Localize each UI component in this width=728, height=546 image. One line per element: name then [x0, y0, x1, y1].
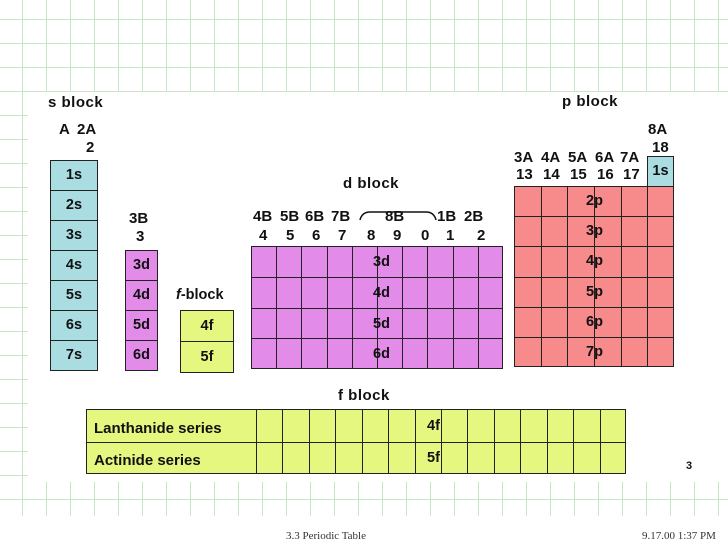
- group-8a-label: 8A: [648, 121, 668, 138]
- orbital-cell-3b-3d: 3d: [125, 250, 158, 281]
- orbital-cell-3b-5d: 5d: [125, 310, 158, 341]
- d-row-label-4d: 4d: [373, 284, 390, 301]
- p-row-label-3p: 3p: [586, 223, 603, 240]
- s-block-title: s block: [48, 94, 104, 111]
- group-label-7B: 7B: [331, 208, 351, 225]
- f-block-label: f-block: [176, 287, 224, 303]
- f-series-label-0: Lanthanide series: [94, 420, 222, 437]
- f-grid-vline: [520, 409, 521, 474]
- 8b-bracket: [358, 209, 438, 221]
- f-series-label-1: Actinide series: [94, 452, 201, 469]
- d-row-label-6d: 6d: [373, 346, 390, 363]
- p-row-label-6p: 6p: [586, 313, 603, 330]
- d-grid-hline: [251, 308, 503, 309]
- p-row-label-4p: 4p: [586, 253, 603, 270]
- group-label-3A: 3A: [514, 149, 534, 166]
- p-row-label-7p: 7p: [586, 344, 603, 360]
- group-number-13: 13: [516, 166, 533, 183]
- d-row-label-3d: 3d: [373, 254, 390, 270]
- orbital-cell-6s: 6s: [50, 310, 98, 341]
- orbital-cell-4s: 4s: [50, 250, 98, 281]
- group-number-6-2: 6: [312, 227, 321, 244]
- group-18-label: 18: [652, 139, 669, 156]
- p-grid-hline: [514, 216, 674, 217]
- group-number-5-1: 5: [286, 227, 295, 244]
- group-number-2-8: 2: [477, 227, 486, 244]
- f-block-label-rest: -block: [180, 287, 224, 303]
- f-grid-vline: [547, 409, 548, 474]
- orbital-cell-3b-6d: 6d: [125, 340, 158, 371]
- f-grid-vline: [573, 409, 574, 474]
- date-time-footer: 9.17.00 1:37 PM: [642, 530, 716, 542]
- group-label-6B: 6B: [305, 208, 325, 225]
- group-3b-label: 3B: [129, 210, 149, 227]
- p-row-label-5p: 5p: [586, 283, 603, 300]
- group-label-2B: 2B: [464, 208, 484, 225]
- group-number-1-7: 1: [446, 227, 455, 244]
- group-number-16: 16: [597, 166, 614, 183]
- orbital-cell-3b-4d: 4d: [125, 280, 158, 311]
- f-row-label-5f: 5f: [427, 450, 440, 466]
- group-number-0-6: 0: [421, 227, 430, 244]
- f-grid-vline: [362, 409, 363, 474]
- orbital-cell-fsmall-4f: 4f: [180, 310, 234, 342]
- group-label-6A: 6A: [595, 149, 615, 166]
- group-label-5B: 5B: [280, 208, 300, 225]
- d-block-title: d block: [343, 175, 400, 192]
- orbital-cell-5s: 5s: [50, 280, 98, 311]
- group-number-4-0: 4: [259, 227, 268, 244]
- group-label-1B: 1B: [437, 208, 457, 225]
- group-label-4B: 4B: [253, 208, 273, 225]
- f-grid-vline: [335, 409, 336, 474]
- p-block-title: p block: [562, 93, 619, 110]
- orbital-cell-3s: 3s: [50, 220, 98, 251]
- f-grid-vline: [441, 409, 442, 474]
- group-a-label: A: [59, 121, 70, 138]
- f-grid-vline: [282, 409, 283, 474]
- p-grid-hline: [514, 337, 674, 338]
- orbital-cell-he-1s: 1s: [647, 156, 674, 187]
- group-number-17: 17: [623, 166, 640, 183]
- group-label-5A: 5A: [568, 149, 588, 166]
- f-block-title: f block: [338, 387, 390, 404]
- group-2-label: 2: [86, 139, 95, 156]
- d-grid-hline: [251, 338, 503, 339]
- f-grid-vline: [467, 409, 468, 474]
- group-label-7A: 7A: [620, 149, 640, 166]
- d-row-label-5d: 5d: [373, 315, 390, 332]
- orbital-cell-7s: 7s: [50, 340, 98, 371]
- p-grid-hline: [514, 246, 674, 247]
- group-number-15: 15: [570, 166, 587, 183]
- d-grid-hline: [251, 277, 503, 278]
- orbital-cell-fsmall-5f: 5f: [180, 341, 234, 373]
- p-grid-hline: [514, 277, 674, 278]
- group-2a-label: 2A: [77, 121, 97, 138]
- group-number-14: 14: [543, 166, 560, 183]
- f-grid-vline: [494, 409, 495, 474]
- page-number: 3: [686, 460, 693, 472]
- group-label-8B: 8B: [385, 208, 405, 225]
- f-grid-vline: [309, 409, 310, 474]
- f-grid-vline: [256, 409, 257, 474]
- p-grid-hline: [514, 307, 674, 308]
- f-grid-vline: [600, 409, 601, 474]
- slide-title-footer: 3.3 Periodic Table: [286, 530, 366, 542]
- group-number-9-5: 9: [393, 227, 402, 244]
- group-number-7-3: 7: [338, 227, 347, 244]
- f-row-label-4f: 4f: [427, 418, 440, 434]
- orbital-cell-1s: 1s: [50, 160, 98, 191]
- group-label-4A: 4A: [541, 149, 561, 166]
- f-grid-hline: [86, 442, 626, 443]
- f-grid-vline: [388, 409, 389, 474]
- p-row-label-2p: 2p: [586, 193, 603, 209]
- f-grid-vline: [415, 409, 416, 474]
- orbital-cell-2s: 2s: [50, 190, 98, 221]
- group-3-label: 3: [136, 228, 145, 245]
- group-number-8-4: 8: [367, 227, 376, 244]
